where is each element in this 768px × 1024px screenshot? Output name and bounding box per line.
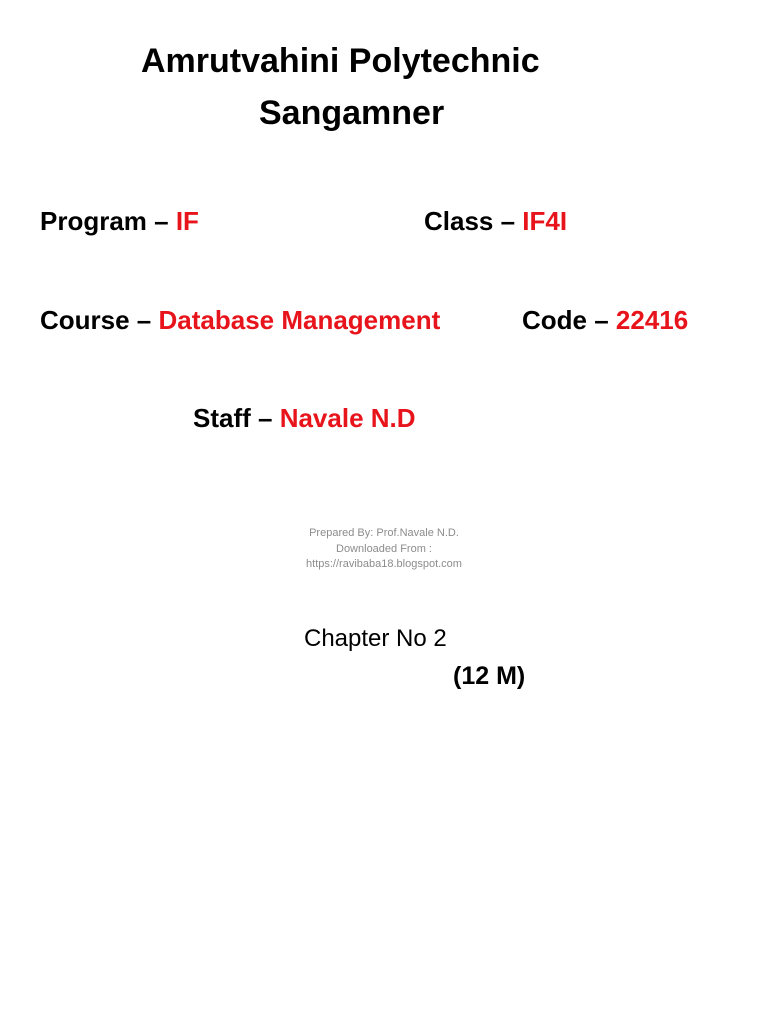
credit-downloaded-from: Downloaded From : bbox=[336, 542, 432, 555]
program-label: Program – bbox=[40, 206, 176, 236]
course-label: Course – bbox=[40, 305, 159, 335]
course-line bbox=[40, 305, 440, 336]
class-label: Class – bbox=[424, 206, 523, 236]
program-value: IF bbox=[175, 206, 199, 236]
chapter-title: Chapter No 2 bbox=[304, 625, 447, 652]
staff-value: Navale N.D bbox=[279, 403, 416, 433]
program-line bbox=[40, 206, 199, 237]
code-value: 22416 bbox=[615, 305, 689, 335]
course-value: Database Management bbox=[158, 305, 441, 335]
credit-url: https://ravibaba18.blogspot.com bbox=[306, 558, 462, 570]
credit-prepared-by: Prepared By: Prof.Navale N.D. bbox=[309, 527, 459, 539]
institute-name: Amrutvahini Polytechnic bbox=[141, 42, 540, 80]
staff-line bbox=[193, 403, 416, 434]
class-line bbox=[424, 206, 567, 237]
code-label: Code – bbox=[522, 305, 616, 335]
class-value: IF4I bbox=[522, 206, 568, 236]
code-line bbox=[522, 305, 688, 336]
credit-block bbox=[234, 526, 534, 573]
institute-location: Sangamner bbox=[259, 94, 445, 132]
chapter-marks: (12 M) bbox=[453, 662, 526, 690]
staff-label: Staff – bbox=[193, 403, 280, 433]
